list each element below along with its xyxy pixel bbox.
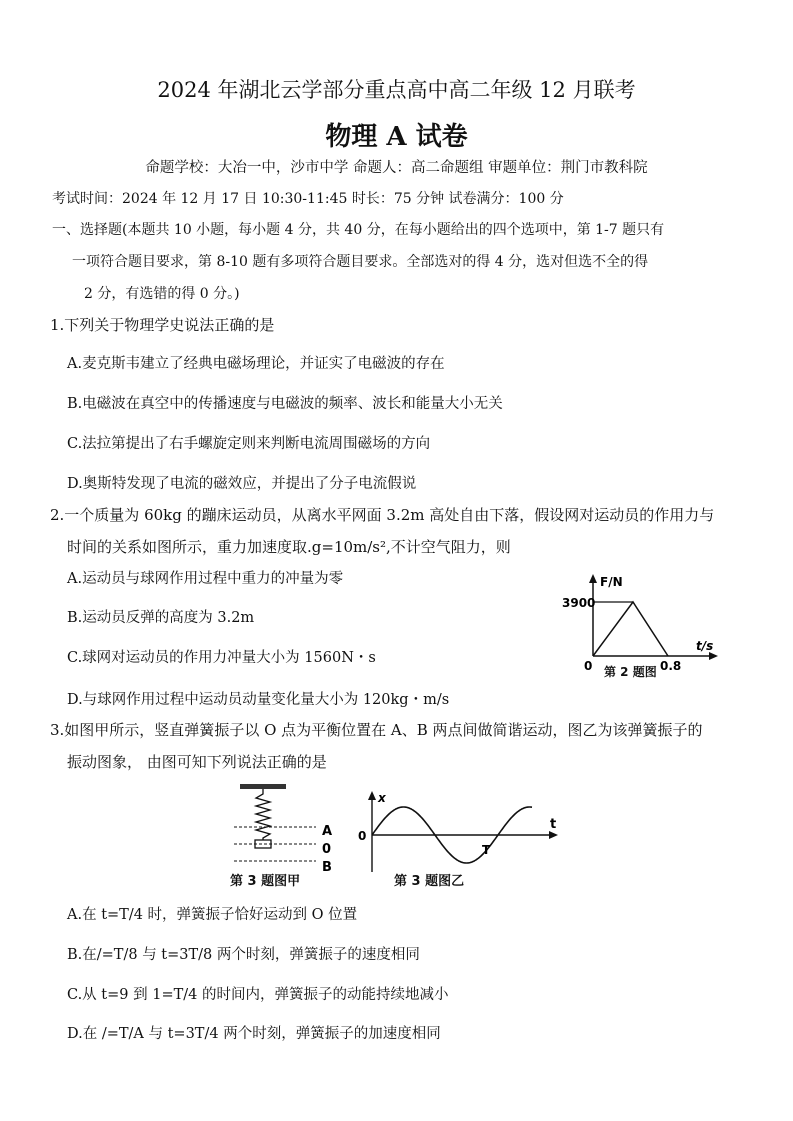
section-instructions-line-3: 2 分，有选错的得 0 分。) <box>84 286 240 302</box>
question-3-vibration-graph <box>352 788 562 874</box>
question-1-option-c: C.法拉第提出了右手螺旋定则来判断电流周围磁场的方向 <box>67 436 431 452</box>
question-3-option-b: B.在/=T/8 与 t=3T/8 两个时刻，弹簧振子的速度相同 <box>67 947 420 963</box>
fig2-caption: 第 2 题图 <box>604 665 657 679</box>
exam-info-line: 命题学校：大冶一中，沙市中学 命题人：高二命题组 审题单位：荆门市教科院 <box>145 160 648 176</box>
question-2-option-b: B.运动员反弹的高度为 3.2m <box>67 610 255 626</box>
fig3b-caption: 第 3 题图乙 <box>394 874 465 889</box>
fig3a-ceiling <box>240 784 286 789</box>
fig2-y-label: F/N <box>600 575 623 589</box>
fig3a-label-o: 0 <box>322 842 332 857</box>
question-2-stem-line-2: 时间的关系如图所示，重力加速度取.g=10m/s²,不计空气阻力，则 <box>67 538 511 556</box>
question-1-option-b: B.电磁波在真空中的传播速度与电磁波的频率、波长和能量大小无关 <box>67 396 503 412</box>
fig2-y-arrow-icon <box>589 574 597 583</box>
fig2-end-value: 0.8 <box>660 659 682 673</box>
question-2-option-c: C.球网对运动员的作用力冲量大小为 1560N・s <box>67 650 376 666</box>
fig2-peak-value: 3900 <box>562 596 596 610</box>
question-3-spring-figure <box>228 780 340 872</box>
fig2-origin: 0 <box>584 659 593 673</box>
exam-time-line: 考试时间：2024 年 12 月 17 日 10:30-11:45 时长：75 分钟 试卷满分：100 分 <box>52 191 564 207</box>
fig3b-y-arrow-icon <box>368 791 376 800</box>
fig3a-spring <box>256 789 270 840</box>
section-instructions-line-1: 一、选择题(本题共 10 小题，每小题 4 分，共 40 分，在每小题给出的四个选项中，第 1-7 题只有 <box>52 222 665 238</box>
section-instructions-line-2: 一项符合题目要求，第 8-10 题有多项符合题目要求。全部选对的得 4 分，选对但选不全的得 <box>72 254 649 270</box>
question-3-option-c: C.从 t=9 到 1=T/4 的时间内，弹簧振子的动能持续地减小 <box>67 987 449 1003</box>
fig3a-label-b: B <box>322 860 332 872</box>
paper-title: 物理 A 试卷 <box>325 122 468 152</box>
fig3b-x-label: t <box>550 817 557 832</box>
question-1-stem: 1.下列关于物理学史说法正确的是 <box>50 316 275 334</box>
fig3a-label-a: A <box>322 824 333 839</box>
question-2-option-a: A.运动员与球网作用过程中重力的冲量为零 <box>67 571 344 587</box>
fig3b-x-arrow-icon <box>549 831 558 839</box>
question-3-stem-line-2: 振动图象， 由图可知下列说法正确的是 <box>67 753 327 771</box>
question-2-option-d: D.与球网作用过程中运动员动量变化量大小为 120kg・m/s <box>67 692 450 708</box>
fig3a-block <box>255 840 271 848</box>
question-3-stem-line-1: 3.如图甲所示，竖直弹簧振子以 O 点为平衡位置在 A、B 两点间做简谐运动，图乙为该弹簧振子的 <box>50 721 703 739</box>
question-1-option-a: A.麦克斯韦建立了经典电磁场理论，并证实了电磁波的存在 <box>67 356 445 372</box>
fig3b-origin: 0 <box>358 829 367 843</box>
fig3a-caption: 第 3 题图甲 <box>230 874 301 889</box>
fig2-force-curve <box>593 602 668 656</box>
fig2-x-arrow-icon <box>709 652 718 660</box>
exam-title: 2024 年湖北云学部分重点高中高二年级 12 月联考 <box>157 78 636 102</box>
fig2-x-label: t/s <box>696 639 714 653</box>
question-3-option-a: A.在 t=T/4 时，弹簧振子恰好运动到 O 位置 <box>67 907 358 923</box>
question-3-option-d: D.在 /=T/A 与 t=3T/4 两个时刻，弹簧振子的加速度相同 <box>67 1026 441 1042</box>
fig3b-y-label: x <box>378 791 386 805</box>
question-1-option-d: D.奥斯特发现了电流的磁效应，并提出了分子电流假说 <box>67 476 417 492</box>
question-2-stem-line-1: 2.一个质量为 60kg 的蹦床运动员，从离水平网面 3.2m 高处自由下落，假设网对运动员的作用力与 <box>50 506 715 524</box>
fig3b-period-label: T <box>482 843 491 857</box>
